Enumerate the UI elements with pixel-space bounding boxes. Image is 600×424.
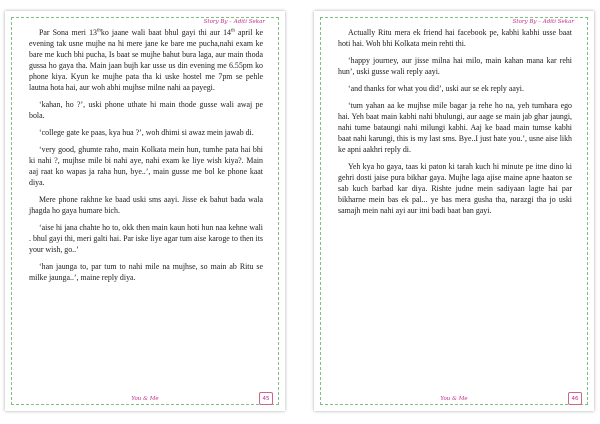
left-page bbox=[5, 11, 285, 411]
page-number: 46 bbox=[568, 392, 582, 405]
page-header: Story By – Aditi Sekar bbox=[203, 19, 265, 25]
paragraph: Actually Ritu mera ek friend hai facebook pe, kabhi kabhi usse baat hoti hai. Woh bhi Kolkata mein rehti thi. bbox=[338, 28, 572, 48]
paragraph: ‘and thanks for what you did’, uski aur se ek reply aayi. bbox=[348, 84, 524, 93]
paragraph: ‘aise hi jana chahte ho to, okk then main kaun hoti hun naa kehne wali . bhul gayi thi, meri galti hai. Par iske liye agar tum aise karoge to then its your wish, go..’ bbox=[29, 223, 263, 254]
paragraph: ‘happy journey, aur jisse milna hai milo, main kahan mana kar rehi hun’, uski gusse wali reply aayi. bbox=[338, 56, 572, 76]
paragraph: ‘han jaunga to, par tum to nahi mile na mujhse, so main ab Ritu se milke jaunga..’, maine reply diya. bbox=[29, 262, 263, 282]
right-page bbox=[314, 11, 594, 411]
page-content bbox=[338, 27, 572, 222]
paragraph: ‘college gate ke paas, kya hua ?’, woh dhimi si awaz mein jawab di. bbox=[39, 128, 254, 137]
paragraph: Yeh kya ho gaya, taas ki paton ki tarah kuch hi minute pe itne dino ki gehri dosti jaise pura bikhar gaya. Mujhe laga ajise maine apne haaton se sab kuch barbad kar diya. Rishte judne mein sadiyaan lagte hai par bikharne mein bas ek pal... ye bas mera gusha tha, narazgi tha jo uski samajh mein nahi ayi aur itni badi baat ban gayi. bbox=[338, 162, 572, 215]
page-content bbox=[29, 27, 263, 289]
paragraph: Par Sona meri 13thko jaane wali baat bhul gayi thi aur 14th april ke evening tak usne mujhe na hi mere jane ke bare me pucha,nahi exam ke bare me kuch bhi pucha, Is baat se mujhe bahut bura laga, aur main thoda gussa ho gaya tha. Main jaan bujh kar usse us din evening me 6.55pm ko phone kiya. Kyun ke mujhe pata tha ki uske hostel me 7pm se pehle lautna hota hai, aur woh abhi mujhse milne nahi aa payegi. bbox=[29, 28, 264, 92]
paragraph: ‘tum yahan aa ke mujhse mile bagar ja rehe ho na, yeh tumhara ego hai. Yeh baat main kabhi nahi bhulungi, aur aage se main jab ghar jaungi, nahi tume bataungi nahi milungi kabhi. Aaj ke baad main tumse kabhi baat nahi karungi, this is my last sms. Bye..I just hate you.’, usne aise likh ke apni aakhri reply di. bbox=[338, 101, 572, 154]
paragraph: Mere phone rakhne ke baad uski sms aayi. Jisse ek bahut bada wala jhagda ho gaya humare bich. bbox=[29, 195, 263, 215]
page-footer: You & Me bbox=[440, 396, 468, 402]
paragraph: ‘kahan, ho ?’, uski phone uthate hi main thode gusse wali awaj pe bola. bbox=[29, 100, 263, 120]
paragraph: ‘very good, ghumte raho, main Kolkata mein hun, tumhe pata hai bhi ki nahi ?, mujhse mile bi nahi aye, nahi exam ke liye wish kiya?. Main aaj raat ko wapas ja raha hun, bye..’, main gusse me bol ke phone kaat diya. bbox=[29, 145, 263, 187]
page-number: 45 bbox=[259, 392, 273, 405]
page-header: Story By – Aditi Sekar bbox=[512, 19, 574, 25]
page-footer: You & Me bbox=[131, 396, 159, 402]
